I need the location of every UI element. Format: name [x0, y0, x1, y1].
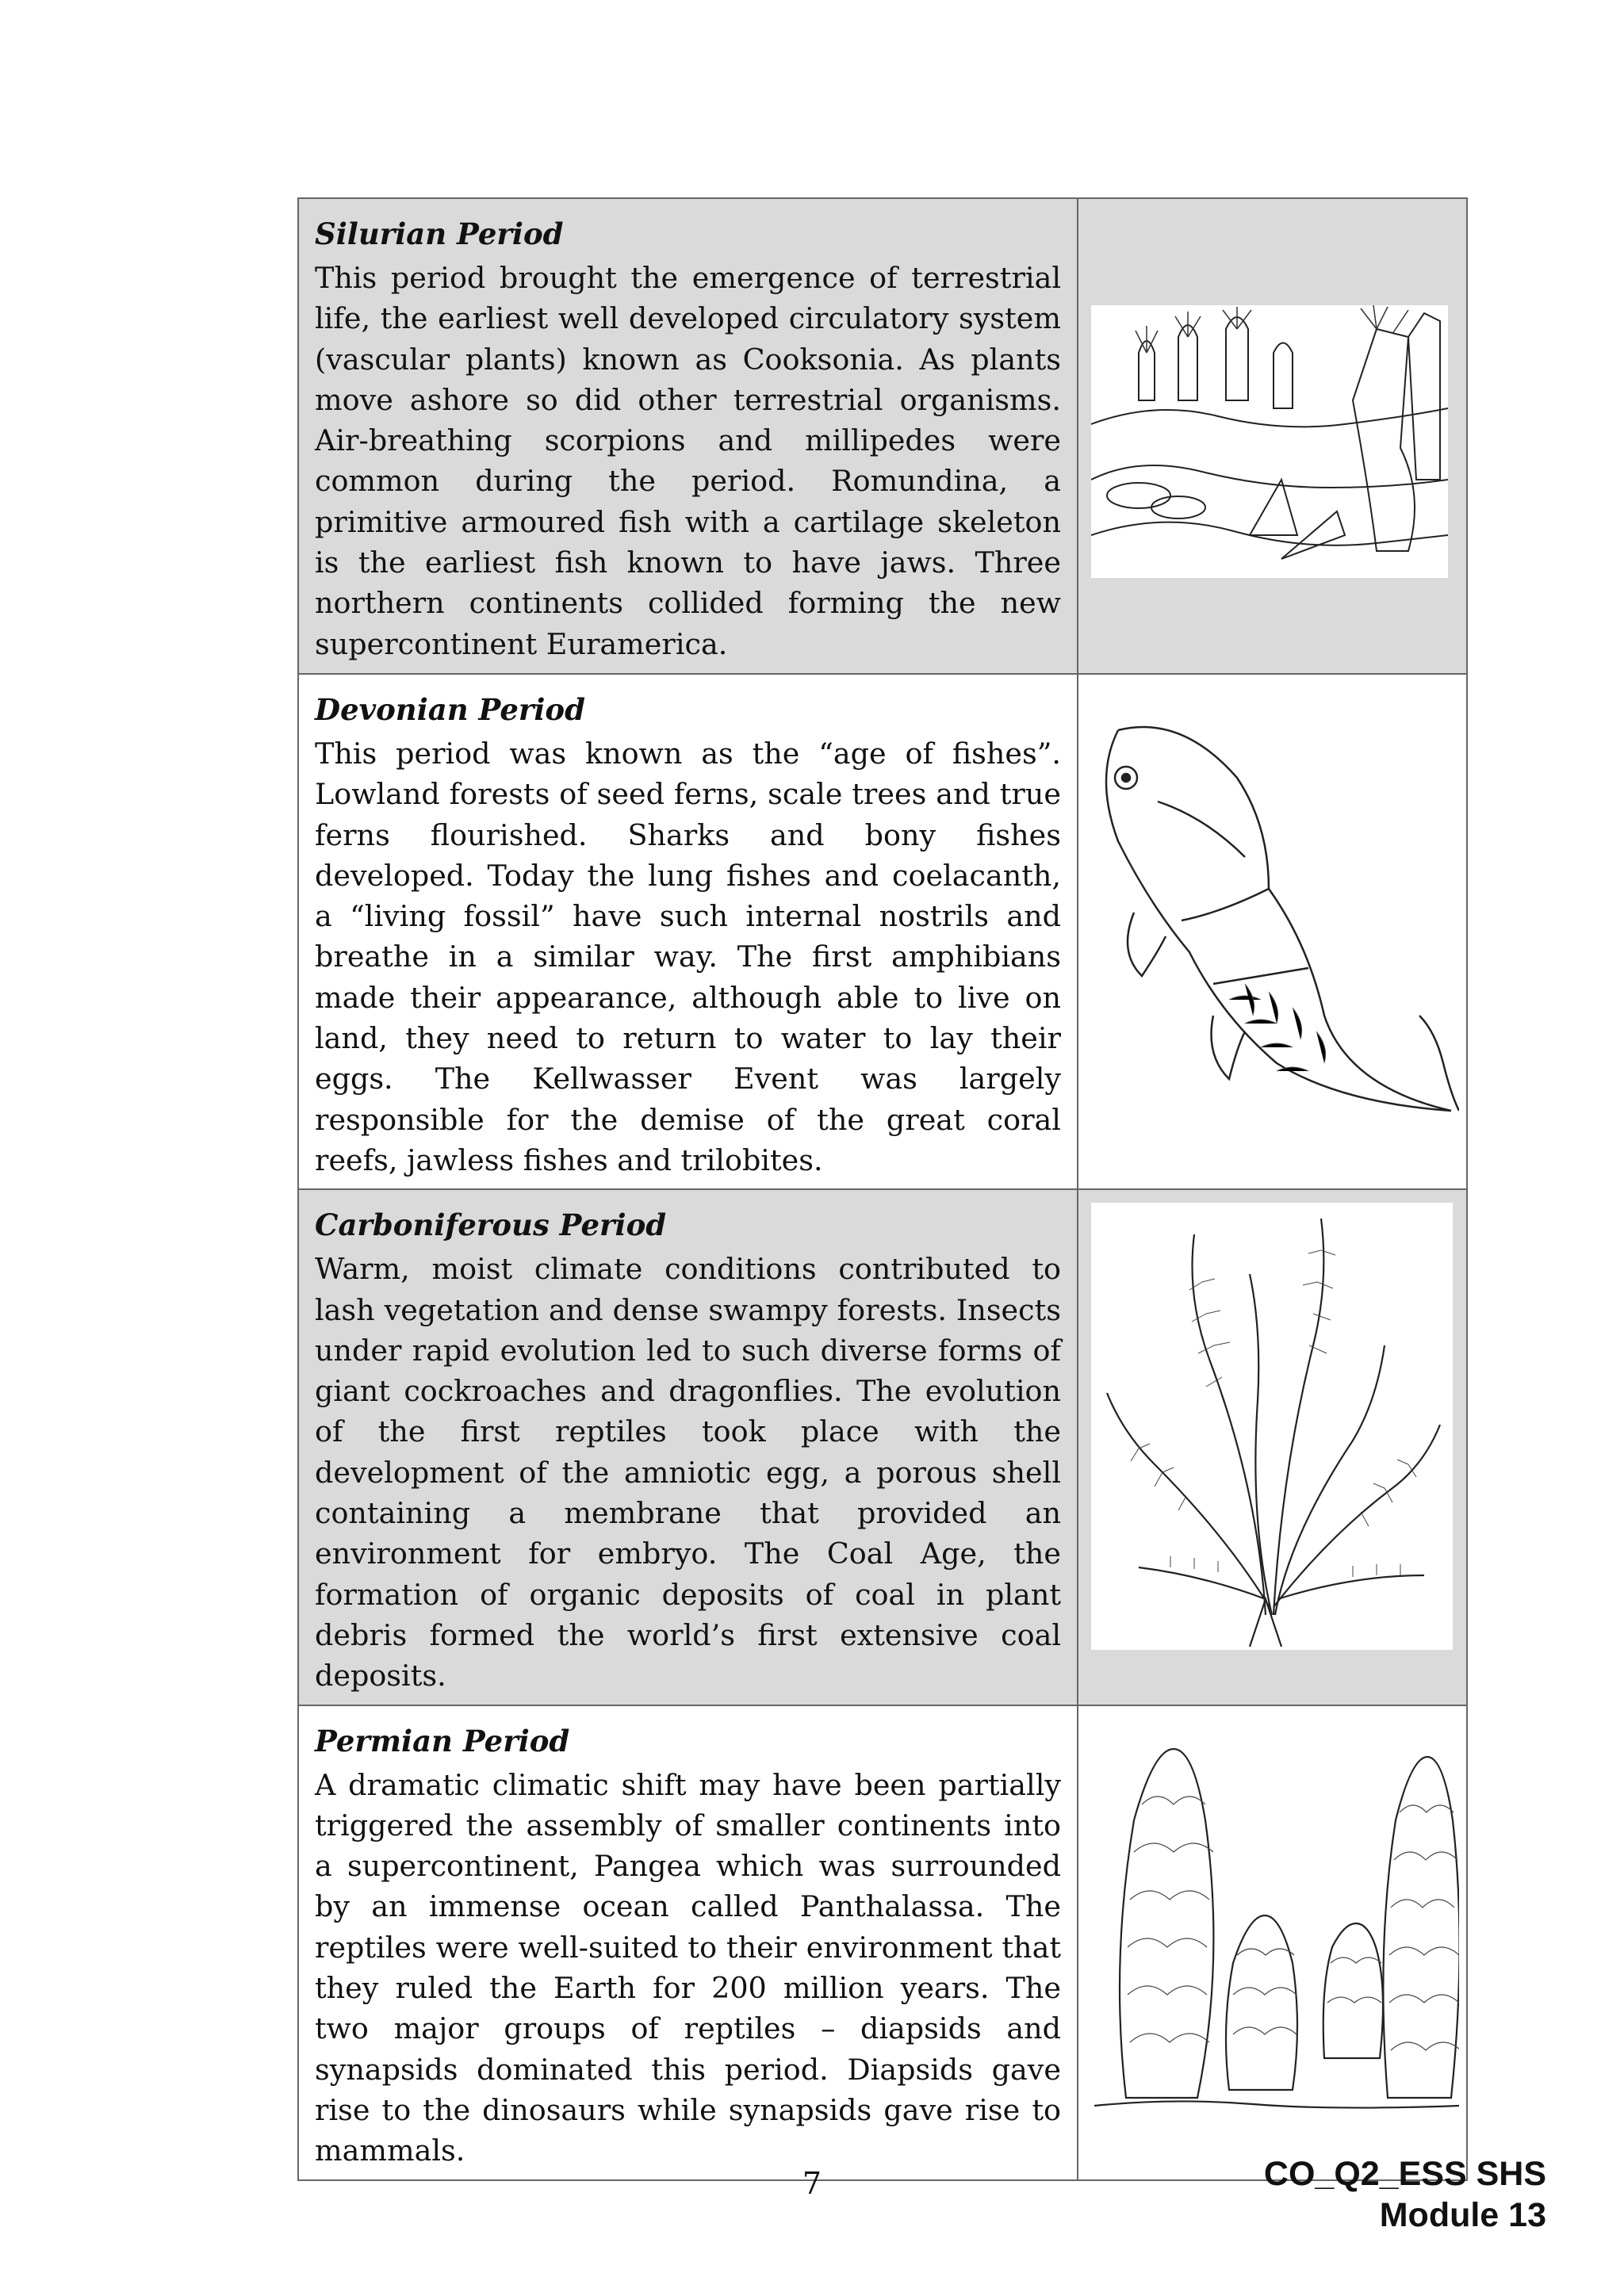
- module-code-line1: CO_Q2_ESS SHS: [1263, 2155, 1546, 2193]
- period-title: Devonian Period: [315, 692, 585, 727]
- cone-plants-illustration: [1094, 1725, 1459, 2122]
- period-text-cell: [298, 1705, 1078, 2180]
- period-text-cell: [298, 198, 1078, 674]
- period-title: Permian Period: [315, 1723, 570, 1758]
- module-code-line2: Module 13: [1379, 2196, 1546, 2234]
- period-description: A dramatic climatic shift may have been partially triggered the assembly of smaller continents into a supercontinent, Pangea which was surrounded by an immense ocean called Panthalassa. The reptiles were well-suited to their environment that they ruled the Earth for 200 million years. The two major groups of reptiles – diapsids and synapsids dominated this period. Diapsids gave rise to the dinosaurs while synapsids gave rise to mammals.: [315, 1767, 1061, 2168]
- armoured-fish-illustration: [1086, 714, 1459, 1158]
- table-row: [298, 1705, 1467, 2180]
- period-image-cell: [1078, 1189, 1467, 1705]
- period-title: Silurian Period: [315, 216, 564, 251]
- period-description: Warm, moist climate conditions contributed to lash vegetation and dense swampy forests. Insects under rapid evolution led to such diverse forms of giant cockroaches and dragonflies. The evolution of the first reptiles took place with the development of the amniotic egg, a porous shell containing a membrane that provided an environment for embryo. The Coal Age, the formation of organic deposits of coal in plant debris formed the world’s first extensive coal deposits.: [315, 1252, 1061, 1693]
- period-text-cell: [298, 674, 1078, 1189]
- table-row: [298, 198, 1467, 674]
- silurian-seabed-illustration: [1091, 305, 1448, 578]
- table-row: [298, 674, 1467, 1189]
- fern-plant-illustration: [1091, 1203, 1453, 1650]
- period-description: This period was known as the “age of fishes”. Lowland forests of seed ferns, scale trees and true ferns flourished. Sharks and bony fishes developed. Today the lung fishes and coelacanth, a “living fossil” have such internal nostrils and breathe in a similar way. The first amphibians made their appearance, although able to live on land, they need to return to water to lay their eggs. The Kellwasser Event was largely responsible for the demise of the great coral reefs, jawless fishes and trilobites.: [315, 737, 1061, 1177]
- period-image-cell: [1078, 674, 1467, 1189]
- period-image-cell: [1078, 1705, 1467, 2180]
- table-row: [298, 1189, 1467, 1705]
- period-description: This period brought the emergence of terrestrial life, the earliest well developed circulatory system (vascular plants) known as Cooksonia. As plants move ashore so did other terrestrial organisms. Air-breathing scorpions and millipedes were common during the period. Romundina, a primitive armoured fish with a cartilage skeleton is the earliest fish known to have jaws. Three northern continents collided forming the new supercontinent Euramerica.: [315, 261, 1061, 661]
- period-image-cell: [1078, 198, 1467, 674]
- module-code: [1264, 2153, 1546, 2236]
- period-text-cell: [298, 1189, 1078, 1705]
- page-number: 7: [802, 2166, 822, 2201]
- geologic-periods-table: [297, 197, 1468, 2181]
- period-title: Carboniferous Period: [315, 1207, 667, 1243]
